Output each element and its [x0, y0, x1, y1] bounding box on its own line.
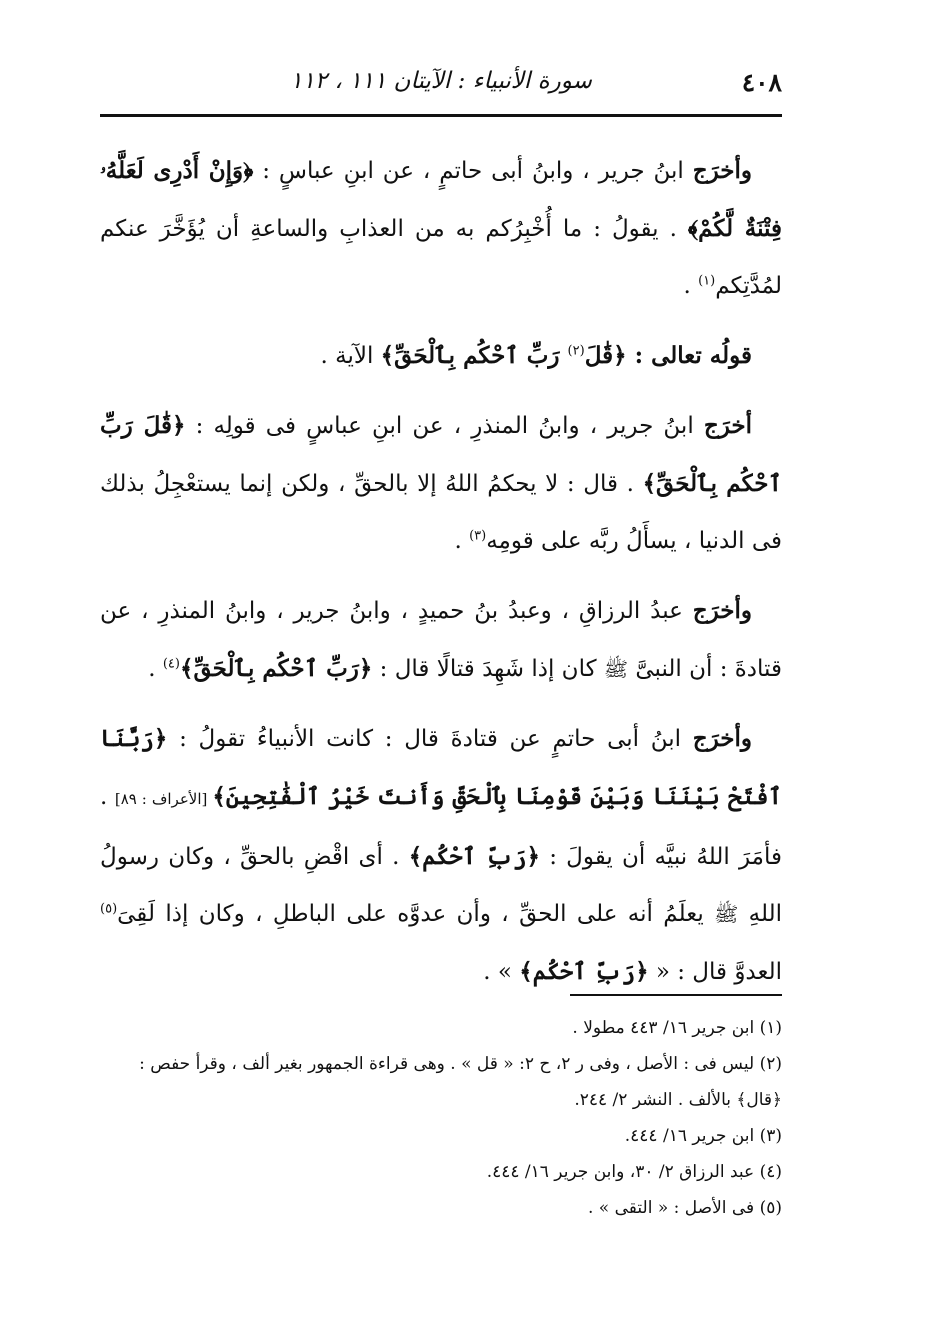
paragraph-text: ابنُ جرير ، وابنُ المنذرِ ، عن ابنِ عباسٍ فى قولِه : — [185, 413, 704, 439]
paragraph-text: . — [683, 273, 699, 299]
paragraph-lead: قولُه تعالى : — [626, 342, 752, 369]
footnotes — [100, 1010, 782, 1226]
quran-verse: ﴿رَبِّ ٱحْكُم بِٱلْحَقِّ﴾ — [179, 655, 373, 682]
salutation-symbol: ﷺ — [603, 657, 629, 681]
paragraph-text: . أى اقْضِ بالحقِّ ، وكان رسولُ اللهِ — [100, 844, 783, 927]
paragraph-text: . يقولُ : ما أُخْبِرُكم به من العذابِ والساعةِ أن يُؤَخَّرَ عنكم لمُدَّتِكم — [100, 216, 782, 299]
paragraph-text: الآية . — [320, 343, 381, 369]
footnote-5: (٥) فى الأصل : « التقى » . — [588, 1198, 782, 1218]
quran-verse: ﴿رَبَّنَا ٱفْتَحْ بَيْنَنَا وَبَيْنَ قَوْمِنَا بِٱلْحَقِّ وَأَنتَ خَيْرُ ٱلْفَٰتِحِينَ﴾ — [100, 725, 782, 810]
paragraph-2 — [100, 327, 782, 385]
quran-verse: ﴿قَٰلَ — [584, 342, 627, 369]
footnote-1: (١) ابن جرير ١٦/ ٤٤٣ مطولا . — [572, 1018, 782, 1038]
main-text — [100, 142, 782, 1013]
page-number: ٤٠٨ — [741, 68, 782, 97]
footnote-4: (٤) عبد الرزاق ٢/ ٣٠، وابن جرير ١٦/ ٤٤٤. — [486, 1162, 782, 1182]
paragraph-text: العدوَّ قال : « — [648, 959, 782, 985]
paragraph-text: . — [148, 656, 163, 682]
paragraph-3 — [100, 397, 782, 570]
quran-verse: ﴿رَبِّ ٱحْكُم﴾ — [519, 958, 649, 985]
paragraph-lead: وأخرَج — [692, 725, 752, 752]
paragraph-5 — [100, 710, 782, 1001]
quran-verse: رَبِّ ٱحْكُم بِٱلْحَقِّ﴾ — [380, 342, 568, 369]
paragraph-4 — [100, 582, 782, 698]
paragraph-lead: وأخرَج — [692, 597, 752, 624]
paragraph-text: . فأمَرَ اللهُ نبيَّه أن يقولَ : — [100, 784, 782, 870]
footnote-ref: (٣) — [469, 528, 487, 544]
footnote-rule — [570, 994, 782, 996]
quran-verse: ﴿وَإِنْ أَدْرِى لَعَلَّهُۥ فِتْنَةٌ لَّكُمْ﴾ — [100, 157, 782, 242]
paragraph-text: كان إذا شَهِدَ قتالًا قال : — [372, 656, 604, 682]
paragraph-text: . — [454, 528, 470, 554]
salutation-symbol: ﷺ — [714, 902, 739, 926]
paragraph-text: ابنُ جرير ، وابنُ أبى حاتمٍ ، عن ابنِ عباسٍ : — [253, 158, 693, 184]
footnote-3: (٣) ابن جرير ١٦/ ٤٤٤. — [624, 1126, 782, 1146]
footnote-2: (٢) ليس فى : الأصل ، وفى ر ٢، ح ٢: « قل » . وهى قراءة الجمهور بغير ألف ، وقرأ حفص : ﴿قال﴾ بالألف . النشر ٢/ ٢٤٤. — [139, 1054, 782, 1110]
footnote-ref: (١) — [698, 273, 716, 289]
verse-source: [الأعراف : ٨٩] — [114, 790, 213, 808]
paragraph-lead: وأخرَج — [692, 157, 752, 184]
footnote-ref: (٤) — [162, 656, 180, 672]
quran-verse: ﴿قَٰلَ رَبِّ ٱحْكُم بِٱلْحَقِّ﴾ — [100, 412, 782, 497]
footnote-ref: (٢) — [567, 343, 585, 359]
page-header — [100, 60, 782, 104]
paragraph-text: عبدُ الرزاقِ ، وعبدُ بنُ حميدٍ ، وابنُ جرير ، وابنُ المنذرِ ، عن قتادةَ : أن النبىَّ — [100, 598, 782, 682]
running-title: سورة الأنبياء : الآيتان ١١١ ، ١١٢ — [290, 68, 592, 94]
quran-verse: ﴿رَبِّ ٱحْكُم﴾ — [408, 843, 540, 870]
paragraph-text: ابنُ أبى حاتمٍ عن قتادةَ قال : كانت الأنبياءُ تقولُ : — [167, 726, 693, 752]
paragraph-lead: أخرَج — [703, 412, 752, 439]
paragraph-text: . قال : لا يحكمُ اللهُ إلا بالحقِّ ، ولكن إنما يستعْجِلُ بذلك فى الدنيا ، يسأَلُ ربَّه على قومِه — [100, 471, 782, 554]
footnote-ref: (٥) — [100, 901, 118, 917]
paragraph-text: » . — [483, 959, 520, 985]
header-rule — [100, 114, 782, 117]
paragraph-text: يعلَمُ أنه على الحقِّ ، وأن عدوَّه على الباطلِ ، وكان إذا لَقِىَ — [117, 901, 715, 927]
paragraph-1 — [100, 142, 782, 315]
